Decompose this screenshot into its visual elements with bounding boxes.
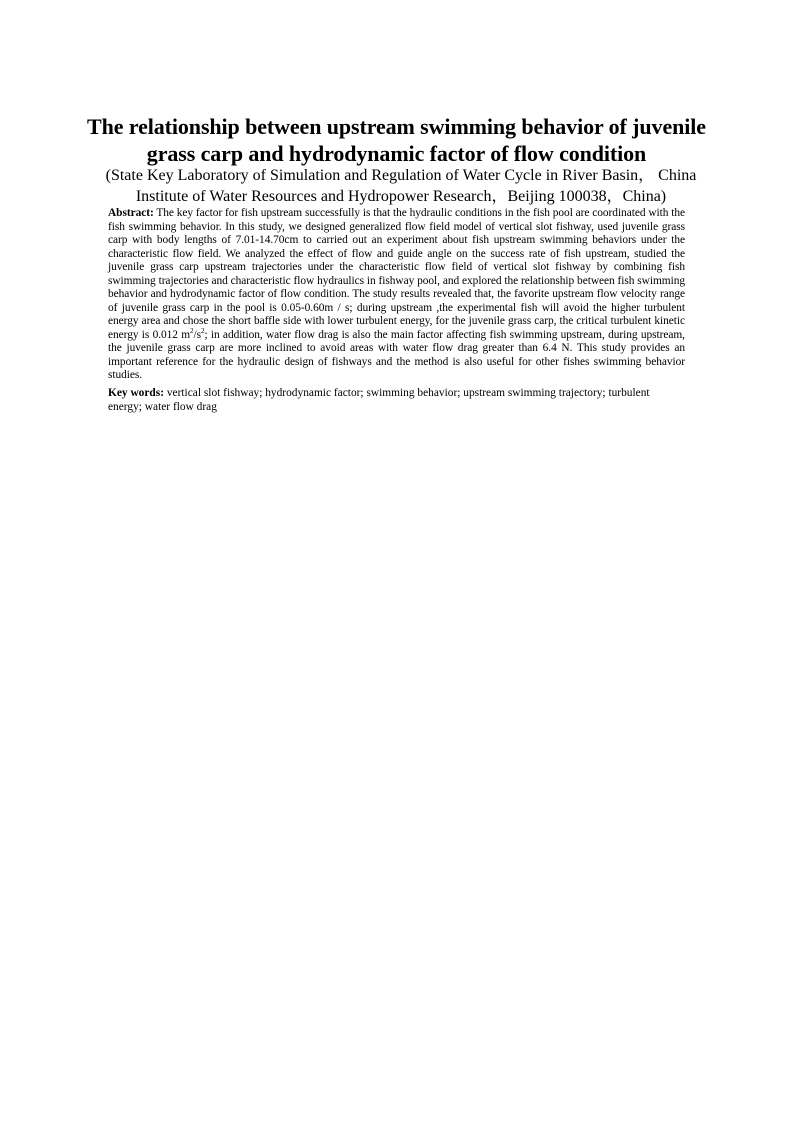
author-affiliation — [96, 165, 706, 207]
paper-title: The relationship between upstream swimming behavior of juvenile grass carp and hydrodynamic factor of flow condition — [87, 114, 706, 166]
abstract-text: The key factor for fish upstream successfully is that the hydraulic conditions in the fish pool are coordinated with the fish swimming behavior. In this study, we designed generalized flow field model of vertical slot fishway, used juvenile grass carp with body lengths of 7.01-14.70cm to carried out an experiment about fish upstream swimming behaviors under the characteristic flow field. We analyzed the effect of flow and guide angle on the success rate of fish upstream, studied the juvenile grass carp upstream trajectories under the characteristic flow field of vertical slot fishway by combining fish swimming trajectories and characteristic flow hydraulics in fishway pool, and explored the relationship between fish swimming behavior and hydrodynamic factor of flow condition. The study results revealed that, the favorite upstream flow velocity range of juvenile grass carp in the pool is 0.05-0.60m / s; during upstream ,the experimental fish will avoid the higher turbulent energy area and chose the short baffle side with lower turbulent energy, for the juvenile grass carp, the critical turbulent kinetic energy is 0.012 m — [108, 207, 685, 341]
keywords-text: vertical slot fishway; hydrodynamic factor; swimming behavior; upstream swimming trajectory; turbulent energy; water flow drag — [108, 387, 650, 413]
keywords-label: Key words: — [108, 387, 164, 399]
abstract-paragraph — [108, 207, 685, 383]
keywords-paragraph — [108, 387, 685, 414]
abstract-superscript: 2 — [190, 326, 194, 335]
abstract-unit-text: /s — [193, 328, 202, 341]
affiliation-line-1: (State Key Laboratory of Simulation and Regulation of Water Cycle in River Basin， China — [105, 167, 697, 184]
abstract-label: Abstract: — [108, 207, 154, 219]
affiliation-line-2: Institute of Water Resources and Hydropower Research，Beijing 100038，China) — [135, 188, 667, 205]
abstract-text-continued: ; in addition, water flow drag is also the main factor affecting fish swimming upstream, during upstream, the juvenile grass carp are more inclined to avoid areas with water flow drag greater than 6.4 N. This study provides an important reference for the hydraulic design of fishways and the method is also useful for other fishes swimming behavior studies. — [108, 328, 685, 381]
abstract-superscript: 2 — [201, 326, 205, 335]
